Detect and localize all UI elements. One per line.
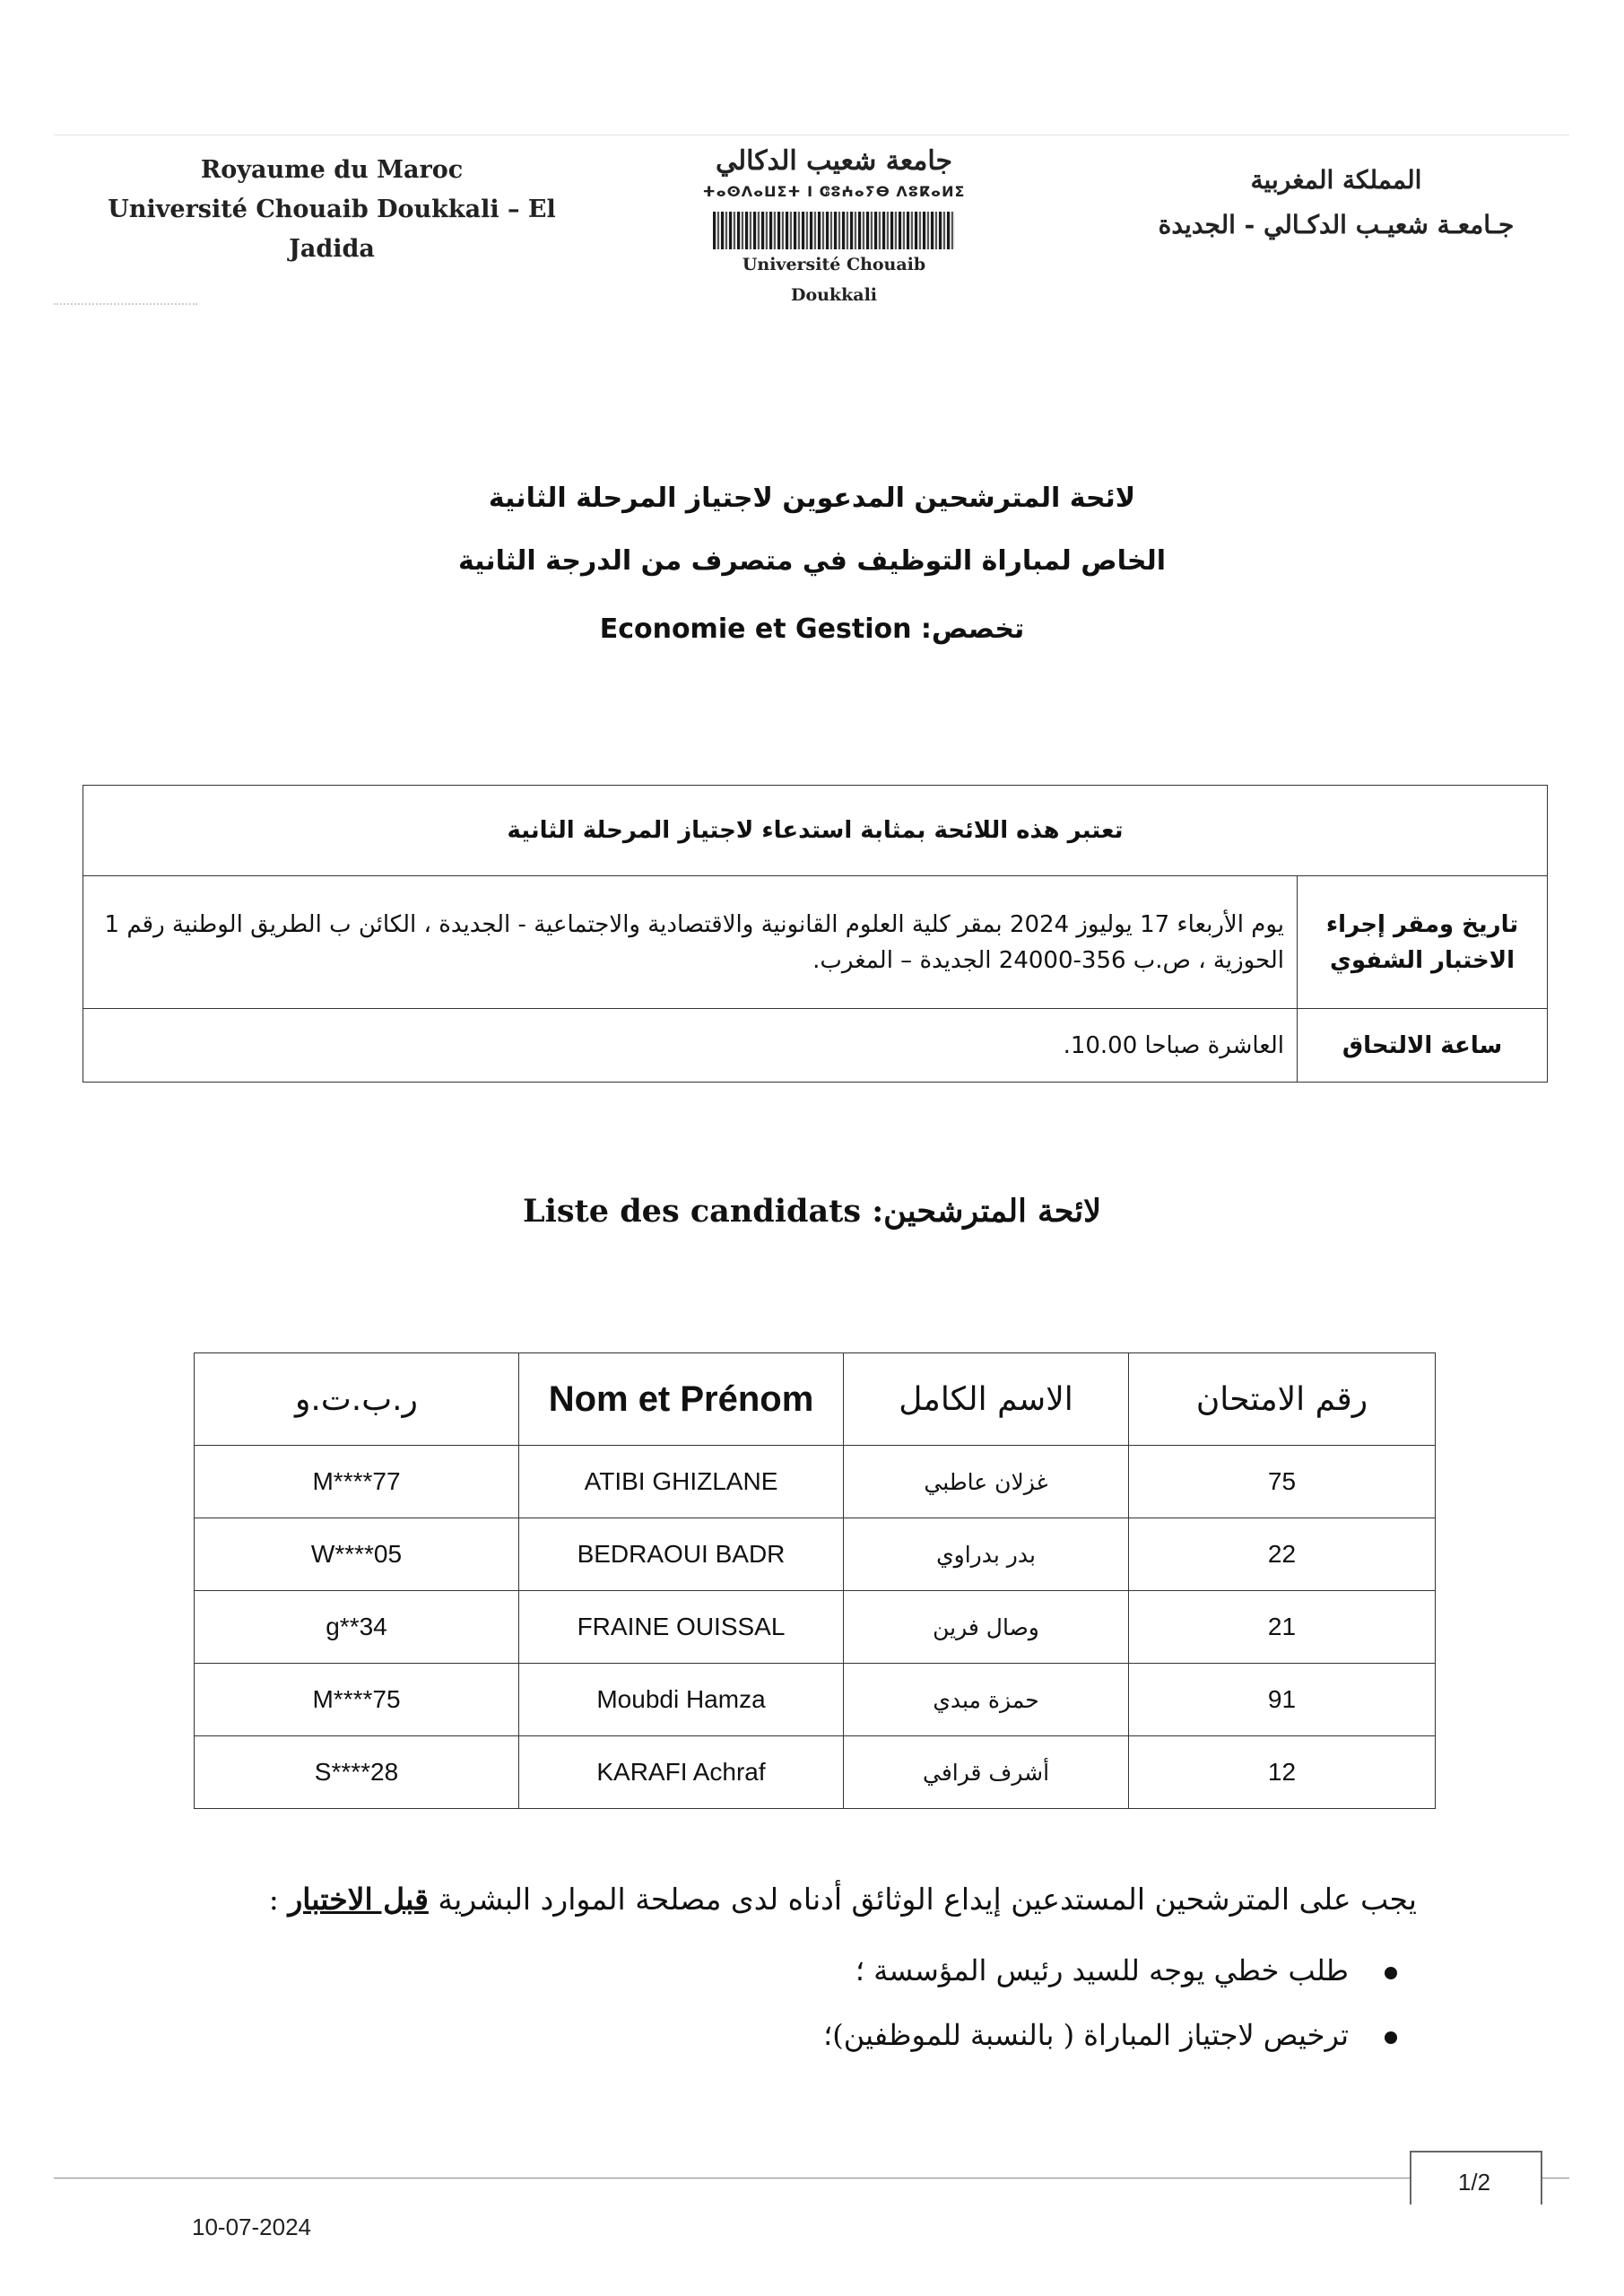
name-arabic: غزلان عاطبي [844, 1446, 1129, 1518]
university-logo [699, 144, 968, 305]
table-row [195, 1446, 1436, 1518]
convocation-info-table [83, 785, 1548, 1083]
table-row [195, 1736, 1436, 1809]
arrival-time-value: العاشرة صباحا 10.00. [83, 1009, 1298, 1083]
candidates-table-header [195, 1353, 1436, 1446]
name-latin: ATIBI GHIZLANE [519, 1446, 844, 1518]
requirements-emphasis: قبل الاختبار [288, 1882, 429, 1917]
table-row [195, 1664, 1436, 1736]
list-item [538, 1953, 1397, 1987]
bullet-icon [1385, 2031, 1397, 2044]
table-row [195, 1518, 1436, 1591]
header-cin: ر.ب.ت.و [195, 1353, 519, 1446]
header-dotted-line [54, 303, 197, 305]
logo-arabic-name: جامعة شعيب الدكالي [715, 145, 953, 177]
logo-tifinagh-name: ⵜⴰⵙⴷⴰⵡⵉⵜ ⵏ ⵛⵓⵄⴰⵢⴱ ⴷⵓⴽⴰⵍⵉ [702, 183, 966, 200]
page-number: 1/2 [1457, 2169, 1491, 2196]
name-arabic: وصال فرين [844, 1591, 1129, 1664]
header-french [90, 151, 574, 269]
name-arabic: أشرف قرافي [844, 1736, 1129, 1809]
exam-number: 91 [1129, 1664, 1436, 1736]
name-latin: BEDRAOUI BADR [519, 1518, 844, 1591]
info-table-heading: تعتبر هذه اللائحة بمثابة استدعاء لاجتياز المرحلة الثانية [83, 786, 1548, 876]
header-arabic [1103, 158, 1569, 248]
name-latin: Moubdi Hamza [519, 1664, 844, 1736]
cin-masked: g**34 [195, 1591, 519, 1664]
exam-date-label: تاريخ ومقر إجراء الاختبار الشفوي [1298, 876, 1548, 1009]
requirement-text: طلب خطي يوجه للسيد رئيس المؤسسة ؛ [855, 1953, 1349, 1987]
cin-masked: M****77 [195, 1446, 519, 1518]
name-latin: KARAFI Achraf [519, 1736, 844, 1809]
header-arabic-line2: جـامعـة شعيـب الدكـالي - الجديدة [1158, 210, 1515, 239]
requirements-intro [143, 1882, 1417, 1917]
candidates-table [194, 1352, 1436, 1809]
header-full-name-fr: Nom et Prénom [519, 1353, 844, 1446]
requirements-colon: : [268, 1882, 279, 1917]
cin-masked: S****28 [195, 1736, 519, 1809]
exam-number: 21 [1129, 1591, 1436, 1664]
logo-emblem [713, 212, 955, 249]
table-row [195, 1591, 1436, 1664]
document-title-speciality: تخصص: Economie et Gestion [599, 613, 1025, 645]
requirements-intro-text: يجب على المترشحين المستدعين إيداع الوثائق أدناه لدى مصلحة الموارد البشرية [438, 1882, 1417, 1917]
header-french-line2: Université Chouaib Doukkali – El Jadida [108, 196, 556, 263]
name-latin: FRAINE OUISSAL [519, 1591, 844, 1664]
bullet-icon [1385, 1967, 1397, 1979]
header-french-line1: Royaume du Maroc [200, 156, 464, 184]
cin-masked: W****05 [195, 1518, 519, 1591]
exam-number: 12 [1129, 1736, 1436, 1809]
arrival-time-label: ساعة الالتحاق [1298, 1009, 1548, 1083]
document-title-line1: لائحة المترشحين المدعوين لاجتياز المرحلة الثانية [488, 483, 1136, 514]
header-arabic-line1: المملكة المغربية [1250, 165, 1422, 195]
cin-masked: M****75 [195, 1664, 519, 1736]
name-arabic: بدر بدراوي [844, 1518, 1129, 1591]
candidates-list-title: لائحة المترشحين: Liste des candidats [522, 1193, 1102, 1230]
name-arabic: حمزة مبدي [844, 1664, 1129, 1736]
header-full-name-ar: الاسم الكامل [844, 1353, 1129, 1446]
header-exam-number: رقم الامتحان [1129, 1353, 1436, 1446]
footer-date: 10-07-2024 [192, 2213, 311, 2240]
exam-number: 75 [1129, 1446, 1436, 1518]
document-title-line2: الخاص لمباراة التوظيف في متصرف من الدرجة الثانية [457, 545, 1167, 577]
footer-rule [54, 2178, 1569, 2179]
requirement-text: ترخيص لاجتياز المباراة ( بالنسبة للموظفين)؛ [823, 2018, 1349, 2052]
exam-number: 22 [1129, 1518, 1436, 1591]
list-item [538, 2018, 1397, 2052]
exam-date-value: يوم الأربعاء 17 يوليوز 2024 بمقر كلية العلوم القانونية والاقتصادية والاجتماعية - الجديدة ، الكائن ب الطريق الوطنية رقم 1 الحوزية ، ص.ب 356-24000 الجديدة – المغرب. [83, 876, 1298, 1009]
logo-french-name: Université Chouaib Doukkali [742, 255, 926, 305]
